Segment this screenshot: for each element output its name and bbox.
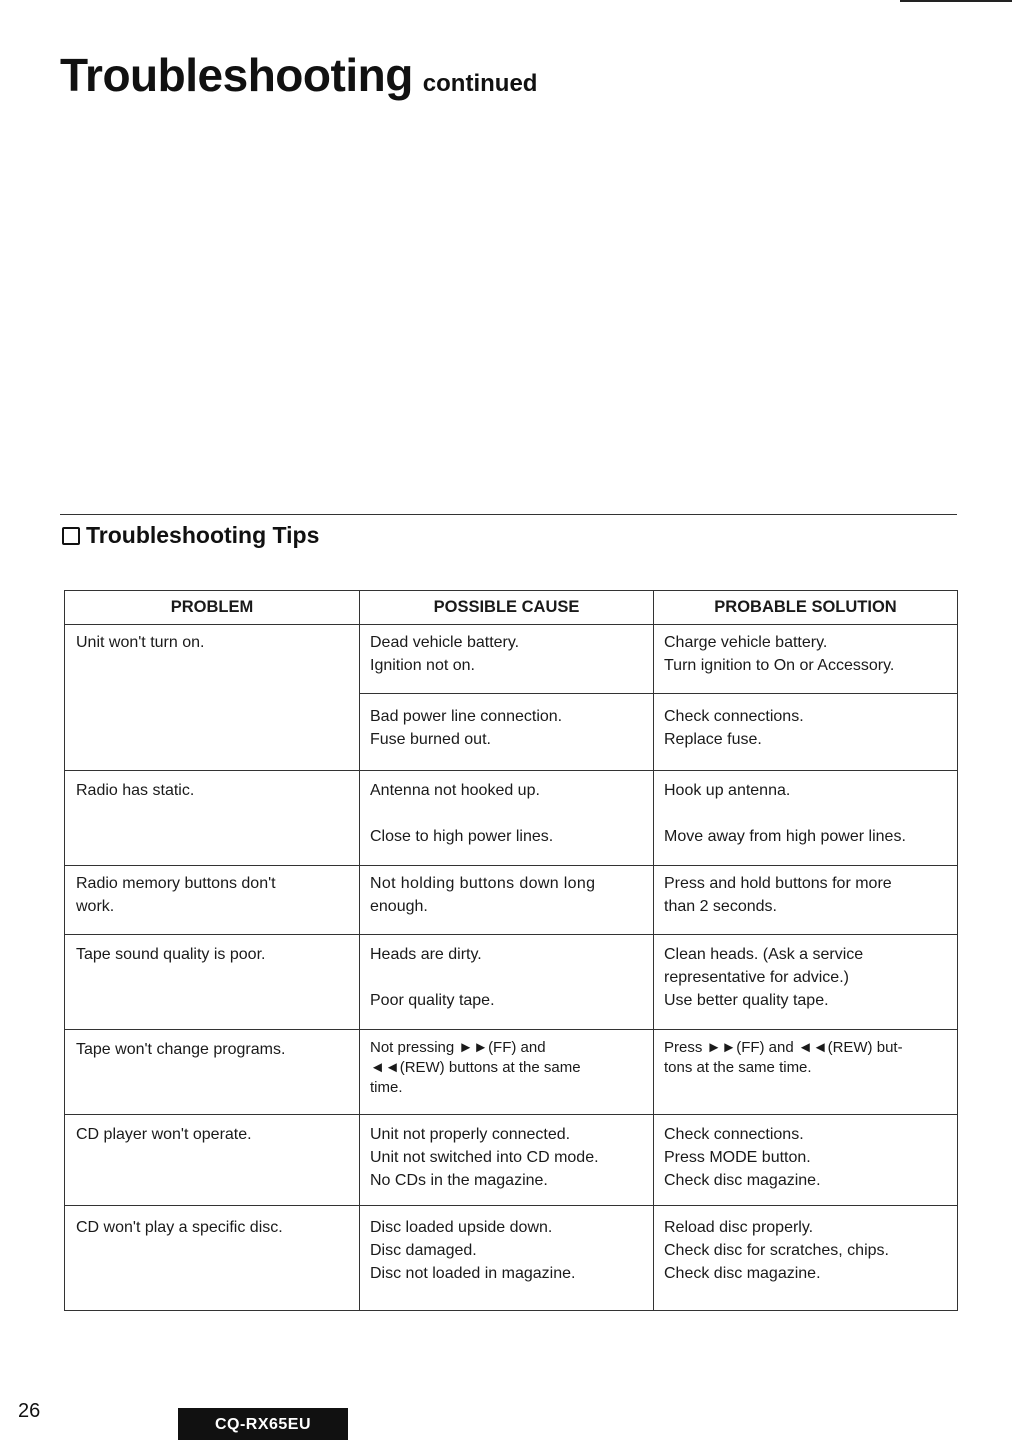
solution-cell: Reload disc properly. Check disc for scratches, chips. Check disc magazine. — [654, 1206, 958, 1311]
solution-cell: Check connections. Press MODE button. Check disc magazine. — [654, 1115, 958, 1206]
solution-cell: Press ►►(FF) and ◄◄(REW) but- tons at the same time. — [654, 1030, 958, 1115]
solution-cell: Charge vehicle battery. Turn ignition to On or Accessory. — [654, 625, 958, 694]
table-row — [65, 625, 958, 694]
problem-cell: Unit won't turn on. — [65, 625, 360, 771]
checkbox-square-icon — [62, 527, 80, 545]
solution-cell: Press and hold buttons for more than 2 seconds. — [654, 866, 958, 935]
solution-cell: Clean heads. (Ask a service representative for advice.) Use better quality tape. — [654, 935, 958, 1030]
section-heading — [62, 522, 319, 549]
table-row — [65, 1115, 958, 1206]
solution-cell: Hook up antenna. Move away from high power lines. — [654, 771, 958, 866]
cause-cell: Antenna not hooked up. Close to high power lines. — [360, 771, 654, 866]
problem-cell: CD won't play a specific disc. — [65, 1206, 360, 1311]
page-title — [60, 48, 537, 102]
cause-cell: Heads are dirty. Poor quality tape. — [360, 935, 654, 1030]
column-header-problem: PROBLEM — [65, 591, 360, 625]
page-number: 26 — [18, 1400, 41, 1422]
cause-cell: Unit not properly connected. Unit not switched into CD mode. No CDs in the magazine. — [360, 1115, 654, 1206]
solution-cell: Check connections. Replace fuse. — [654, 694, 958, 771]
problem-cell: Tape won't change programs. — [65, 1030, 360, 1115]
problem-cell: Radio has static. — [65, 771, 360, 866]
problem-cell: Radio memory buttons don't work. — [65, 866, 360, 935]
table-row — [65, 1030, 958, 1115]
section-title: Troubleshooting Tips — [86, 522, 320, 548]
table-row — [65, 771, 958, 866]
cause-cell: Bad power line connection. Fuse burned out. — [360, 694, 654, 771]
troubleshooting-table — [64, 590, 958, 1311]
problem-cell: Tape sound quality is poor. — [65, 935, 360, 1030]
problem-cell: CD player won't operate. — [65, 1115, 360, 1206]
title-subtitle: continued — [422, 70, 538, 97]
section-divider — [60, 514, 957, 515]
title-main: Troubleshooting — [60, 49, 413, 101]
top-rule — [900, 0, 1012, 2]
cause-cell: Dead vehicle battery. Ignition not on. — [360, 625, 654, 694]
cause-cell: Disc loaded upside down. Disc damaged. Disc not loaded in magazine. — [360, 1206, 654, 1311]
table-header-row — [65, 591, 958, 625]
cause-cell: Not holding buttons down long enough. — [360, 866, 654, 935]
table-row — [65, 1206, 958, 1311]
cause-cell: Not pressing ►►(FF) and ◄◄(REW) buttons at the same time. — [360, 1030, 654, 1115]
model-badge: CQ-RX65EU — [178, 1408, 348, 1440]
table-row — [65, 935, 958, 1030]
column-header-cause: POSSIBLE CAUSE — [360, 591, 654, 625]
column-header-solution: PROBABLE SOLUTION — [654, 591, 958, 625]
table-row — [65, 866, 958, 935]
